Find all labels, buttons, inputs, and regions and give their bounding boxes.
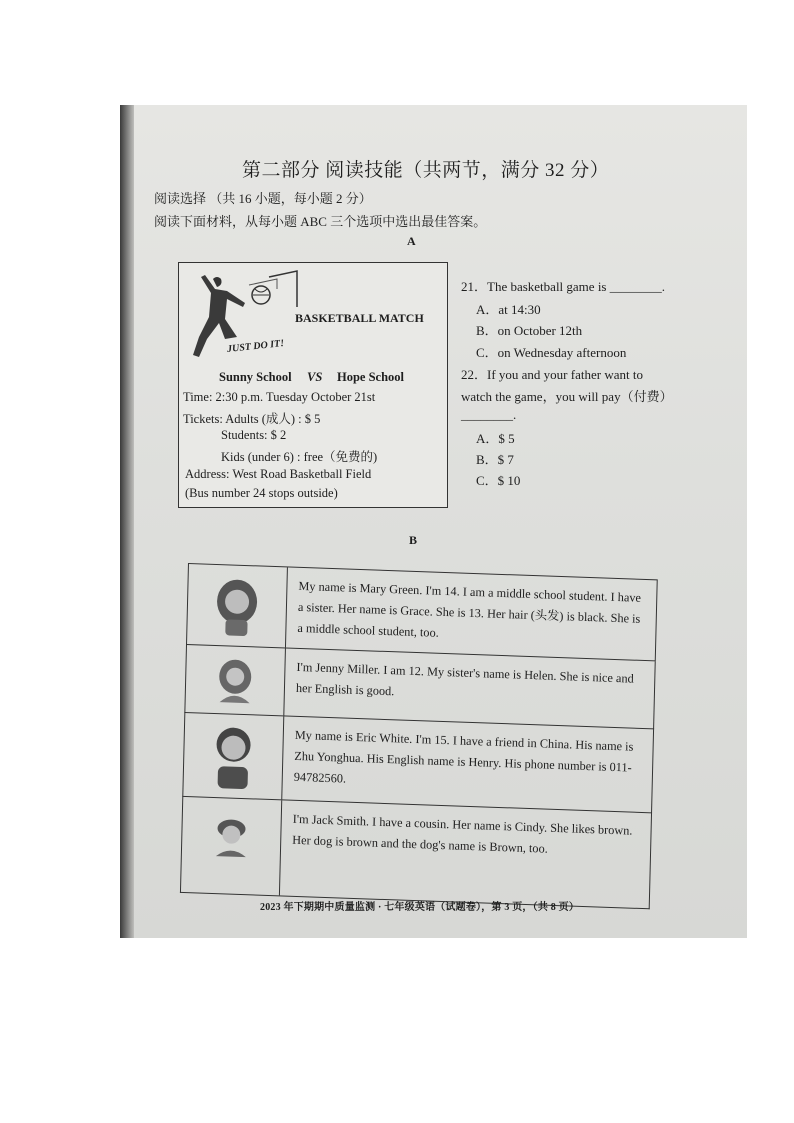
question-21-option-a: A．at 14:30 — [476, 302, 541, 317]
team-2: Hope School — [337, 370, 405, 384]
question-22-option-c: C．$ 10 — [476, 473, 521, 488]
passage-a-label: A — [407, 234, 416, 248]
question-22-option-b: B．$ 7 — [476, 452, 514, 467]
profiles-table — [180, 563, 658, 924]
slogan-text: JUST DO IT! — [226, 338, 285, 355]
question-21-stem: 21．The basketball game is ________. — [461, 279, 665, 294]
part-title: 第二部分 阅读技能（共两节，满分 32 分） — [242, 160, 610, 181]
profile-text-jenny: I'm Jenny Miller. I am 12. My sister's name is Helen. She is nice and her English is good. — [295, 659, 634, 699]
profile-text-eric: My name is Eric White. I'm 15. I have a friend in China. His name is Zhu Yonghua. His English name is Henry. His phone number is 011-94782560. — [293, 727, 634, 786]
profile-picture-cell — [183, 713, 284, 799]
question-21-option-b: B．on October 12th — [476, 323, 583, 338]
tickets-kids: Kids (under 6) : free（免费的) — [221, 450, 378, 464]
passage-b-label: B — [409, 533, 418, 547]
profile-picture-cell — [187, 564, 288, 647]
girl-avatar-icon — [187, 564, 287, 647]
tickets-students: Students: $ 2 — [221, 428, 287, 442]
tickets-adults: Tickets: Adults (成人) : $ 5 — [183, 412, 321, 426]
instruction-text: 阅读下面材料，从每小题 ABC 三个选项中选出最佳答案。 — [154, 214, 487, 229]
profile-text-jack: I'm Jack Smith. I have a cousin. Her name is Cindy. She likes brown. Her dog is brown and the dog's name is Brown, too. — [292, 811, 633, 856]
poster-heading: BASKETBALL MATCH — [295, 311, 424, 325]
boy-avatar-icon — [183, 713, 283, 798]
team-1: Sunny School — [219, 370, 292, 384]
profile-picture-cell — [185, 645, 286, 715]
question-22-stem-line3: ________. — [461, 407, 517, 422]
match-time: Time: 2:30 p.m. Tuesday October 21st — [183, 390, 376, 404]
boy-avatar-icon — [181, 797, 281, 894]
girl-avatar-icon — [185, 645, 285, 714]
vs-label: VS — [307, 370, 323, 384]
profile-picture-cell — [181, 797, 282, 895]
page-edge-shadow — [120, 105, 134, 938]
bus-info: (Bus number 24 stops outside) — [185, 486, 338, 500]
page-footer: 2023 年下期期中质量监测 · 七年级英语（试题卷），第 3 页，（共 8 页） — [260, 902, 580, 913]
table-row — [180, 797, 652, 909]
profile-text-mary: My name is Mary Green. I'm 14. I am a middle school student. I have a sister. Her name is Grace. She is 13. Her hair (头发) is black. She is a middle school student, too. — [297, 578, 642, 640]
question-21-option-c: C．on Wednesday afternoon — [476, 345, 627, 360]
question-22-stem-line1: 22．If you and your father want to — [461, 367, 643, 382]
address: Address: West Road Basketball Field — [185, 467, 372, 481]
question-22-option-a: A．$ 5 — [476, 431, 515, 446]
basketball-poster — [178, 262, 448, 508]
scanned-page-photo — [120, 105, 747, 938]
question-22-stem-line2: watch the game，you will pay（付费） — [461, 389, 673, 404]
section-heading: 阅读选择 （共 16 小题，每小题 2 分） — [154, 191, 372, 206]
table-row — [182, 713, 654, 813]
